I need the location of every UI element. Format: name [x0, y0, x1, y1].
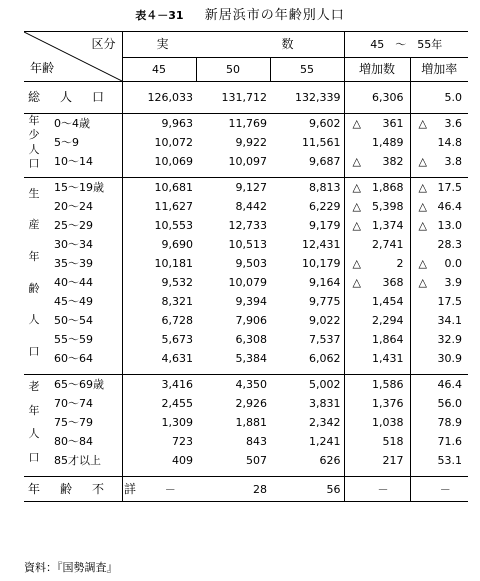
value-50: 6,308 [235, 333, 267, 346]
value-45: 6,728 [161, 314, 193, 327]
table-row [24, 273, 468, 292]
value-50: 12,733 [228, 219, 267, 232]
rate-cell [410, 349, 468, 368]
value-55: 5,002 [270, 375, 344, 395]
rate-cell [410, 330, 468, 349]
suu-label: 数 [281, 37, 294, 51]
increase-value: 1,374 [372, 219, 404, 232]
increase-cell [344, 235, 410, 254]
total-55: 132,339 [270, 88, 344, 107]
total-label: 総 人 口 [24, 88, 122, 107]
group-label-char: 生 [28, 186, 40, 200]
value-55: 9,687 [270, 152, 344, 171]
increase-value: 1,376 [372, 397, 404, 410]
increase-value: 382 [382, 155, 404, 168]
rate-cell [410, 413, 468, 432]
value-55: 9,179 [270, 216, 344, 235]
increase-cell [344, 133, 410, 152]
rate-cell [410, 292, 468, 311]
value-45: 10,681 [122, 178, 196, 198]
jitsu-label: 実 [156, 37, 169, 51]
value-50: 1,881 [235, 416, 267, 429]
increase-value: 2,294 [372, 314, 404, 327]
total-50: 131,712 [221, 91, 267, 104]
header-row-1 [24, 32, 468, 58]
decrease-mark: △ [418, 155, 427, 168]
decrease-mark: △ [352, 181, 361, 194]
table-number: 表４－31 [135, 9, 184, 22]
increase-value: 368 [382, 276, 404, 289]
jitsu-suu-header [122, 32, 344, 58]
value-55: 6,229 [270, 197, 344, 216]
group-label-char: 口 [28, 156, 40, 170]
table-row [24, 114, 468, 134]
age-label: 75～79 [54, 416, 93, 429]
table-row [24, 152, 468, 171]
increase-cell [344, 394, 410, 413]
decrease-mark: △ [352, 219, 361, 232]
increase-cell [344, 254, 410, 273]
unknown-50: 28 [196, 477, 270, 502]
age-label: 20～24 [54, 200, 93, 213]
value-45: 8,321 [161, 295, 193, 308]
table-row [24, 254, 468, 273]
value-45: 9,963 [122, 114, 196, 134]
increase-value: 1,864 [372, 333, 404, 346]
rate-value: 78.9 [437, 416, 462, 429]
value-50: 843 [246, 435, 267, 448]
increase-value: 1,489 [372, 136, 404, 149]
table-row [24, 235, 468, 254]
rate-value: 53.1 [437, 454, 462, 467]
value-45: 9,532 [161, 276, 193, 289]
corner-bottom-label: 年齢 [30, 61, 55, 75]
increase-value: 1,868 [372, 181, 404, 194]
increase-cell [344, 375, 410, 395]
value-50: 10,097 [228, 155, 267, 168]
group-label-char: 人 [28, 142, 40, 156]
table-row [24, 330, 468, 349]
decrease-mark: △ [352, 117, 361, 130]
group-label [26, 375, 42, 470]
group-label-char: 老 [28, 379, 40, 393]
rate-cell [410, 152, 468, 171]
group-label-char: 人 [28, 313, 40, 327]
decrease-mark: △ [352, 155, 361, 168]
value-45: 3,416 [122, 375, 196, 395]
age-label: 10～14 [54, 155, 93, 168]
age-label: 5～9 [54, 136, 79, 149]
age-label: 0～4歳 [54, 117, 90, 130]
population-table [24, 31, 468, 502]
corner-cell [24, 32, 122, 82]
value-50: 507 [246, 454, 267, 467]
rate-cell [410, 311, 468, 330]
table-row [24, 349, 468, 368]
group-label-char: 口 [28, 451, 40, 465]
rate-value: 17.5 [437, 295, 462, 308]
age-label: 40～44 [54, 276, 93, 289]
table-row [24, 197, 468, 216]
table-row [24, 311, 468, 330]
unknown-55: 56 [270, 477, 344, 502]
value-50: 9,922 [235, 136, 267, 149]
increase-cell [344, 349, 410, 368]
increase-cell [344, 413, 410, 432]
decrease-mark: △ [418, 117, 427, 130]
rate-value: 0.0 [444, 257, 462, 270]
value-45: 10,553 [154, 219, 193, 232]
value-55: 1,241 [270, 432, 344, 451]
table-row [24, 394, 468, 413]
value-45: 723 [172, 435, 193, 448]
table-title-text: 新居浜市の年齢別人口 [204, 8, 345, 23]
rate-cell [410, 216, 468, 235]
rate-value: 13.0 [437, 219, 462, 232]
zouka-su-header: 増加数 [344, 58, 410, 82]
value-50: 11,769 [196, 114, 270, 134]
increase-value: 1,454 [372, 295, 404, 308]
rate-value: 56.0 [437, 397, 462, 410]
value-50: 9,394 [235, 295, 267, 308]
table-row [24, 216, 468, 235]
decrease-mark: △ [418, 200, 427, 213]
range-header: 45 ～ 55年 [344, 32, 468, 58]
increase-cell [344, 216, 410, 235]
value-45: 2,455 [161, 397, 193, 410]
value-55: 9,022 [270, 311, 344, 330]
unknown-age-row [24, 477, 468, 502]
increase-value: 5,398 [372, 200, 404, 213]
value-45: 1,309 [161, 416, 193, 429]
value-55: 3,831 [270, 394, 344, 413]
group-label-char: 年 [28, 403, 40, 417]
increase-cell [344, 311, 410, 330]
value-55: 12,431 [270, 235, 344, 254]
group-label-char: 口 [28, 345, 40, 359]
rate-value: 71.6 [437, 435, 462, 448]
value-55: 11,561 [270, 133, 344, 152]
value-45: 11,627 [154, 200, 193, 213]
decrease-mark: △ [418, 181, 427, 194]
increase-cell [344, 432, 410, 451]
source-note: 資料：『国勢調査』 [24, 561, 118, 574]
increase-value: 1,038 [372, 416, 404, 429]
decrease-mark: △ [418, 276, 427, 289]
value-55: 626 [270, 451, 344, 470]
age-label: 55～59 [54, 333, 93, 346]
rate-value: 3.6 [444, 117, 462, 130]
increase-value: 2 [396, 257, 404, 270]
total-row [24, 88, 468, 107]
increase-cell [344, 451, 410, 470]
group-label [26, 114, 42, 171]
value-50: 9,503 [235, 257, 267, 270]
year-50: 50 [196, 58, 270, 82]
value-45: 10,069 [154, 155, 193, 168]
rate-cell [410, 197, 468, 216]
unknown-label: 年 齢 不 詳 [24, 477, 122, 502]
corner-top-label: 区分 [91, 37, 116, 51]
value-50: 10,079 [228, 276, 267, 289]
value-50: 4,350 [196, 375, 270, 395]
value-55: 9,775 [270, 292, 344, 311]
increase-cell [344, 178, 410, 198]
value-45: 10,072 [154, 136, 193, 149]
total-rate: 5.0 [444, 91, 462, 104]
table-title [0, 4, 480, 23]
increase-cell [344, 330, 410, 349]
age-label: 35～39 [54, 257, 93, 270]
age-label: 65～69歳 [54, 378, 104, 391]
table-row [24, 178, 468, 198]
increase-cell [344, 114, 410, 134]
decrease-mark: △ [352, 276, 361, 289]
group-label-char: 年 [28, 250, 40, 264]
rate-cell [410, 432, 468, 451]
rate-cell [410, 133, 468, 152]
value-45: 409 [172, 454, 193, 467]
rate-cell [410, 235, 468, 254]
total-inc: 6,306 [344, 88, 410, 107]
group-label-char: 年 [28, 114, 40, 128]
rate-cell [410, 394, 468, 413]
value-55: 7,537 [270, 330, 344, 349]
rate-value: 34.1 [437, 314, 462, 327]
table-row [24, 413, 468, 432]
value-50: 8,442 [235, 200, 267, 213]
value-50: 7,906 [235, 314, 267, 327]
value-50: 2,926 [235, 397, 267, 410]
rate-cell [410, 451, 468, 470]
age-label: 85才以上 [54, 454, 101, 467]
year-45: 45 [122, 58, 196, 82]
rate-value: 14.8 [437, 136, 462, 149]
value-55: 10,179 [270, 254, 344, 273]
value-55: 2,342 [270, 413, 344, 432]
increase-cell [344, 152, 410, 171]
value-50: 9,127 [196, 178, 270, 198]
increase-cell [344, 273, 410, 292]
increase-value: 1,586 [372, 378, 404, 391]
age-label: 50～54 [54, 314, 93, 327]
decrease-mark: △ [418, 257, 427, 270]
decrease-mark: △ [352, 257, 361, 270]
age-label: 15～19歳 [54, 181, 104, 194]
value-45: 9,690 [161, 238, 193, 251]
rate-value: 17.5 [437, 181, 462, 194]
value-50: 5,384 [235, 352, 267, 365]
value-45: 4,631 [161, 352, 193, 365]
total-45: 126,033 [147, 91, 193, 104]
increase-value: 2,741 [372, 238, 404, 251]
value-45: 5,673 [161, 333, 193, 346]
rate-cell [410, 273, 468, 292]
rate-value: 3.9 [444, 276, 462, 289]
rate-cell [410, 254, 468, 273]
group-label-char: 少 [28, 128, 40, 142]
table-row [24, 292, 468, 311]
age-label: 30～34 [54, 238, 93, 251]
value-45: 10,181 [154, 257, 193, 270]
rate-value: 28.3 [437, 238, 462, 251]
rate-cell [410, 178, 468, 198]
age-label: 25～29 [54, 219, 93, 232]
group-label-char: 人 [28, 427, 40, 441]
decrease-mark: △ [418, 219, 427, 232]
table-row [24, 432, 468, 451]
group-label [26, 178, 42, 368]
decrease-mark: △ [352, 200, 361, 213]
rate-value: 30.9 [437, 352, 462, 365]
age-label: 45～49 [54, 295, 93, 308]
value-55: 9,602 [270, 114, 344, 134]
unknown-45: － [122, 477, 196, 502]
increase-cell [344, 292, 410, 311]
table-row [24, 451, 468, 470]
rate-value: 46.4 [437, 200, 462, 213]
age-label: 80～84 [54, 435, 93, 448]
value-55: 8,813 [270, 178, 344, 198]
year-55: 55 [270, 58, 344, 82]
increase-cell [344, 197, 410, 216]
age-label: 60～64 [54, 352, 93, 365]
table-row [24, 133, 468, 152]
increase-value: 1,431 [372, 352, 404, 365]
increase-value: 518 [382, 435, 404, 448]
value-55: 6,062 [270, 349, 344, 368]
age-label: 70～74 [54, 397, 93, 410]
unknown-rate: － [410, 477, 468, 502]
value-50: 10,513 [228, 238, 267, 251]
rate-cell [410, 114, 468, 134]
table-row [24, 375, 468, 395]
group-label-char: 齢 [28, 281, 40, 295]
rate-cell [410, 375, 468, 395]
increase-value: 361 [382, 117, 404, 130]
increase-value: 217 [382, 454, 404, 467]
rate-value: 3.8 [444, 155, 462, 168]
rate-value: 46.4 [437, 378, 462, 391]
unknown-inc: － [344, 477, 410, 502]
rate-value: 32.9 [437, 333, 462, 346]
value-55: 9,164 [270, 273, 344, 292]
group-label-char: 産 [28, 218, 40, 232]
zouka-ritsu-header: 増加率 [410, 58, 468, 82]
